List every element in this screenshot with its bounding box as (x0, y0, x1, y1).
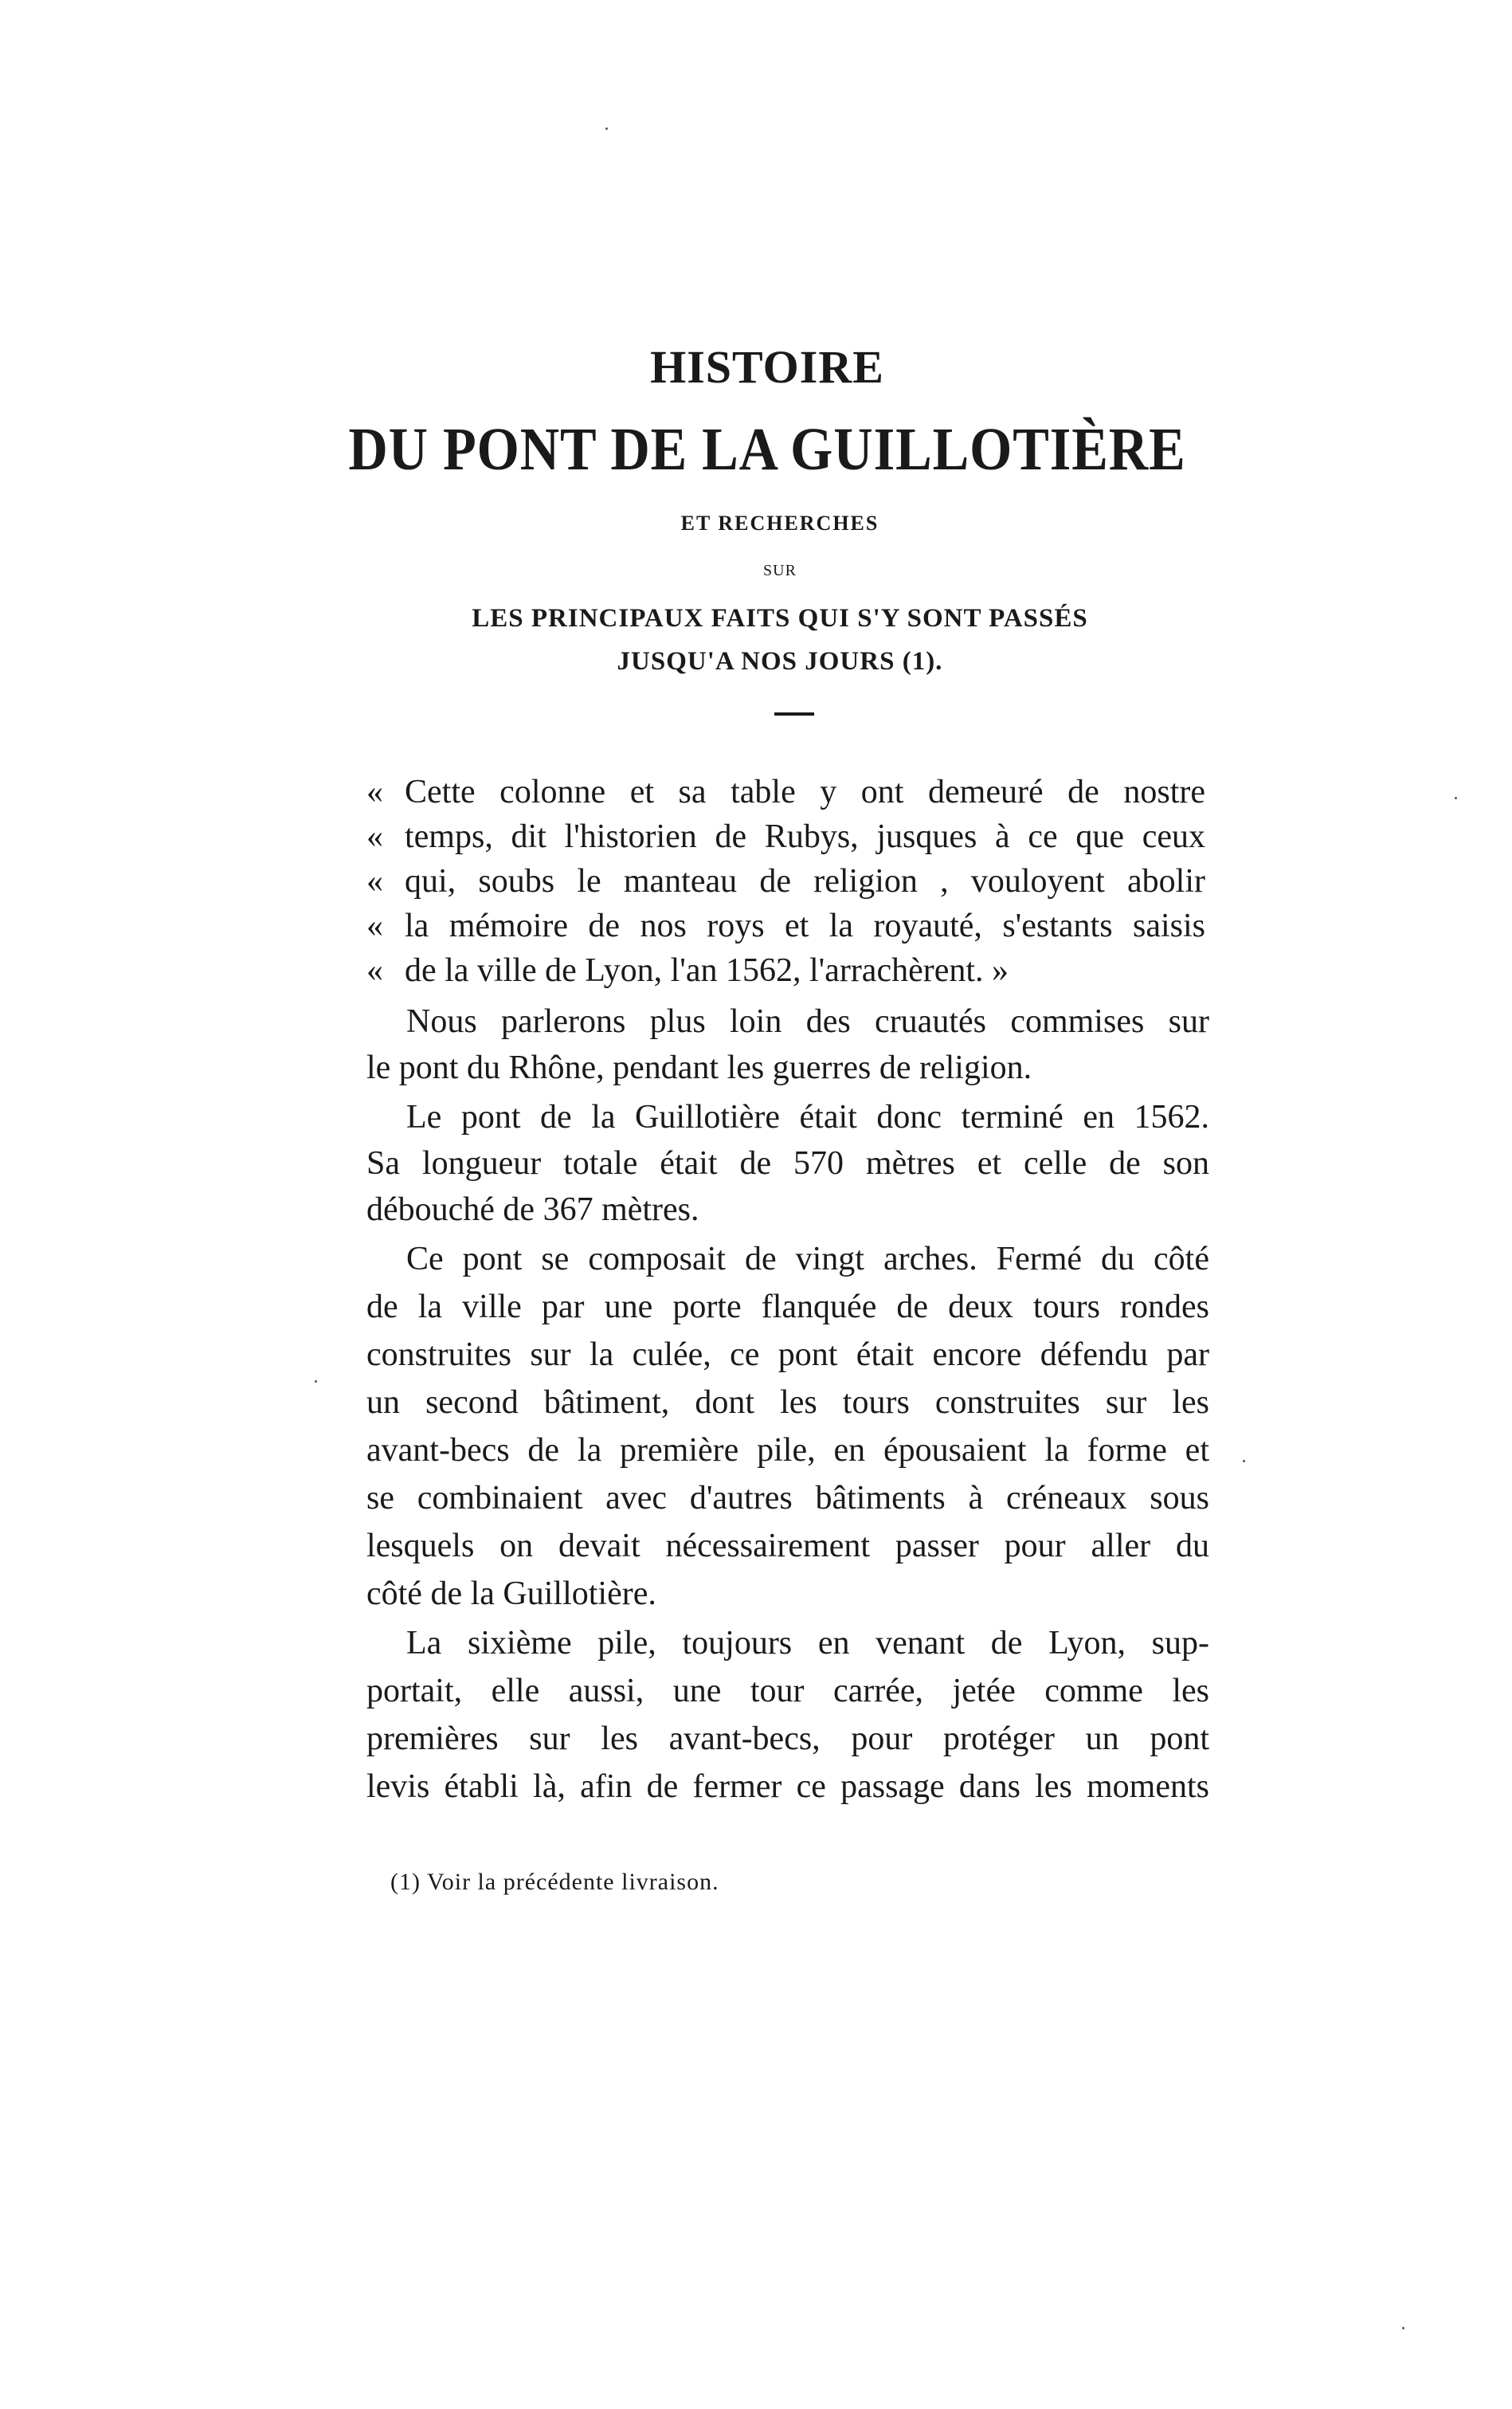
section-divider (774, 712, 814, 716)
body-line: débouché de 367 mètres. (366, 1191, 699, 1228)
body-line: lesquels on devait nécessairement passer pour aller du (366, 1528, 1209, 1564)
subtitle-line-2: SUR (763, 562, 797, 579)
quote-mark: « (366, 952, 383, 989)
quote-mark: « (366, 863, 383, 900)
scan-speck (605, 128, 608, 130)
body-line: construites sur la culée, ce pont était encore défendu par (366, 1336, 1209, 1373)
body-line: Ce pont se composait de vingt arches. Fermé du côté (406, 1241, 1209, 1277)
body-line: côté de la Guillotière. (366, 1575, 656, 1612)
body-line: Le pont de la Guillotière était donc terminé en 1562. (406, 1099, 1209, 1136)
body-line: Nous parlerons plus loin des cruautés commises sur (406, 1003, 1209, 1040)
subtitle-line-4: JUSQU'A NOS JOURS (1). (617, 647, 943, 676)
scan-speck (315, 1380, 317, 1383)
body-line: « Cette colonne et sa table y ont demeuré de nostre (366, 770, 1209, 814)
scan-speck (1243, 1460, 1245, 1462)
scan-speck (1402, 2327, 1404, 2329)
body-line: le pont du Rhône, pendant les guerres de religion. (366, 1050, 1032, 1086)
subtitle-line-1: ET RECHERCHES (680, 512, 879, 535)
quote-mark: « (366, 818, 383, 855)
body-line: se combinaient avec d'autres bâtiments à créneaux sous (366, 1480, 1209, 1516)
title-line-1: HISTOIRE (650, 341, 884, 393)
body-line: La sixième pile, toujours en venant de Lyon, sup- (406, 1625, 1209, 1662)
body-line: « de la ville de Lyon, l'an 1562, l'arrachèrent. » (366, 948, 1209, 993)
body-line: portait, elle aussi, une tour carrée, jetée comme les (366, 1673, 1209, 1709)
body-line: avant-becs de la première pile, en épousaient la forme et (366, 1432, 1209, 1469)
body-line: « la mémoire de nos roys et la royauté, s'estants saisis (366, 904, 1209, 948)
body-line: levis établi là, afin de fermer ce passage dans les moments (366, 1768, 1209, 1805)
body-line: premières sur les avant-becs, pour protéger un pont (366, 1720, 1209, 1757)
subtitle-line-3: LES PRINCIPAUX FAITS QUI S'Y SONT PASSÉS (472, 604, 1088, 633)
title-line-2: DU PONT DE LA GUILLOTIÈRE (348, 416, 1186, 483)
scan-speck (1455, 797, 1457, 799)
body-line: de la ville par une porte flanquée de deux tours rondes (366, 1289, 1209, 1325)
footnote: (1) Voir la précédente livraison. (390, 1869, 719, 1895)
body-line: Sa longueur totale était de 570 mètres et celle de son (366, 1145, 1209, 1182)
quote-mark: « (366, 908, 383, 944)
quote-mark: « (366, 774, 383, 810)
body-line: « temps, dit l'historien de Rubys, jusques à ce que ceux (366, 814, 1209, 859)
body-line: « qui, soubs le manteau de religion , vouloyent abolir (366, 859, 1209, 904)
body-line: un second bâtiment, dont les tours construites sur les (366, 1384, 1209, 1421)
